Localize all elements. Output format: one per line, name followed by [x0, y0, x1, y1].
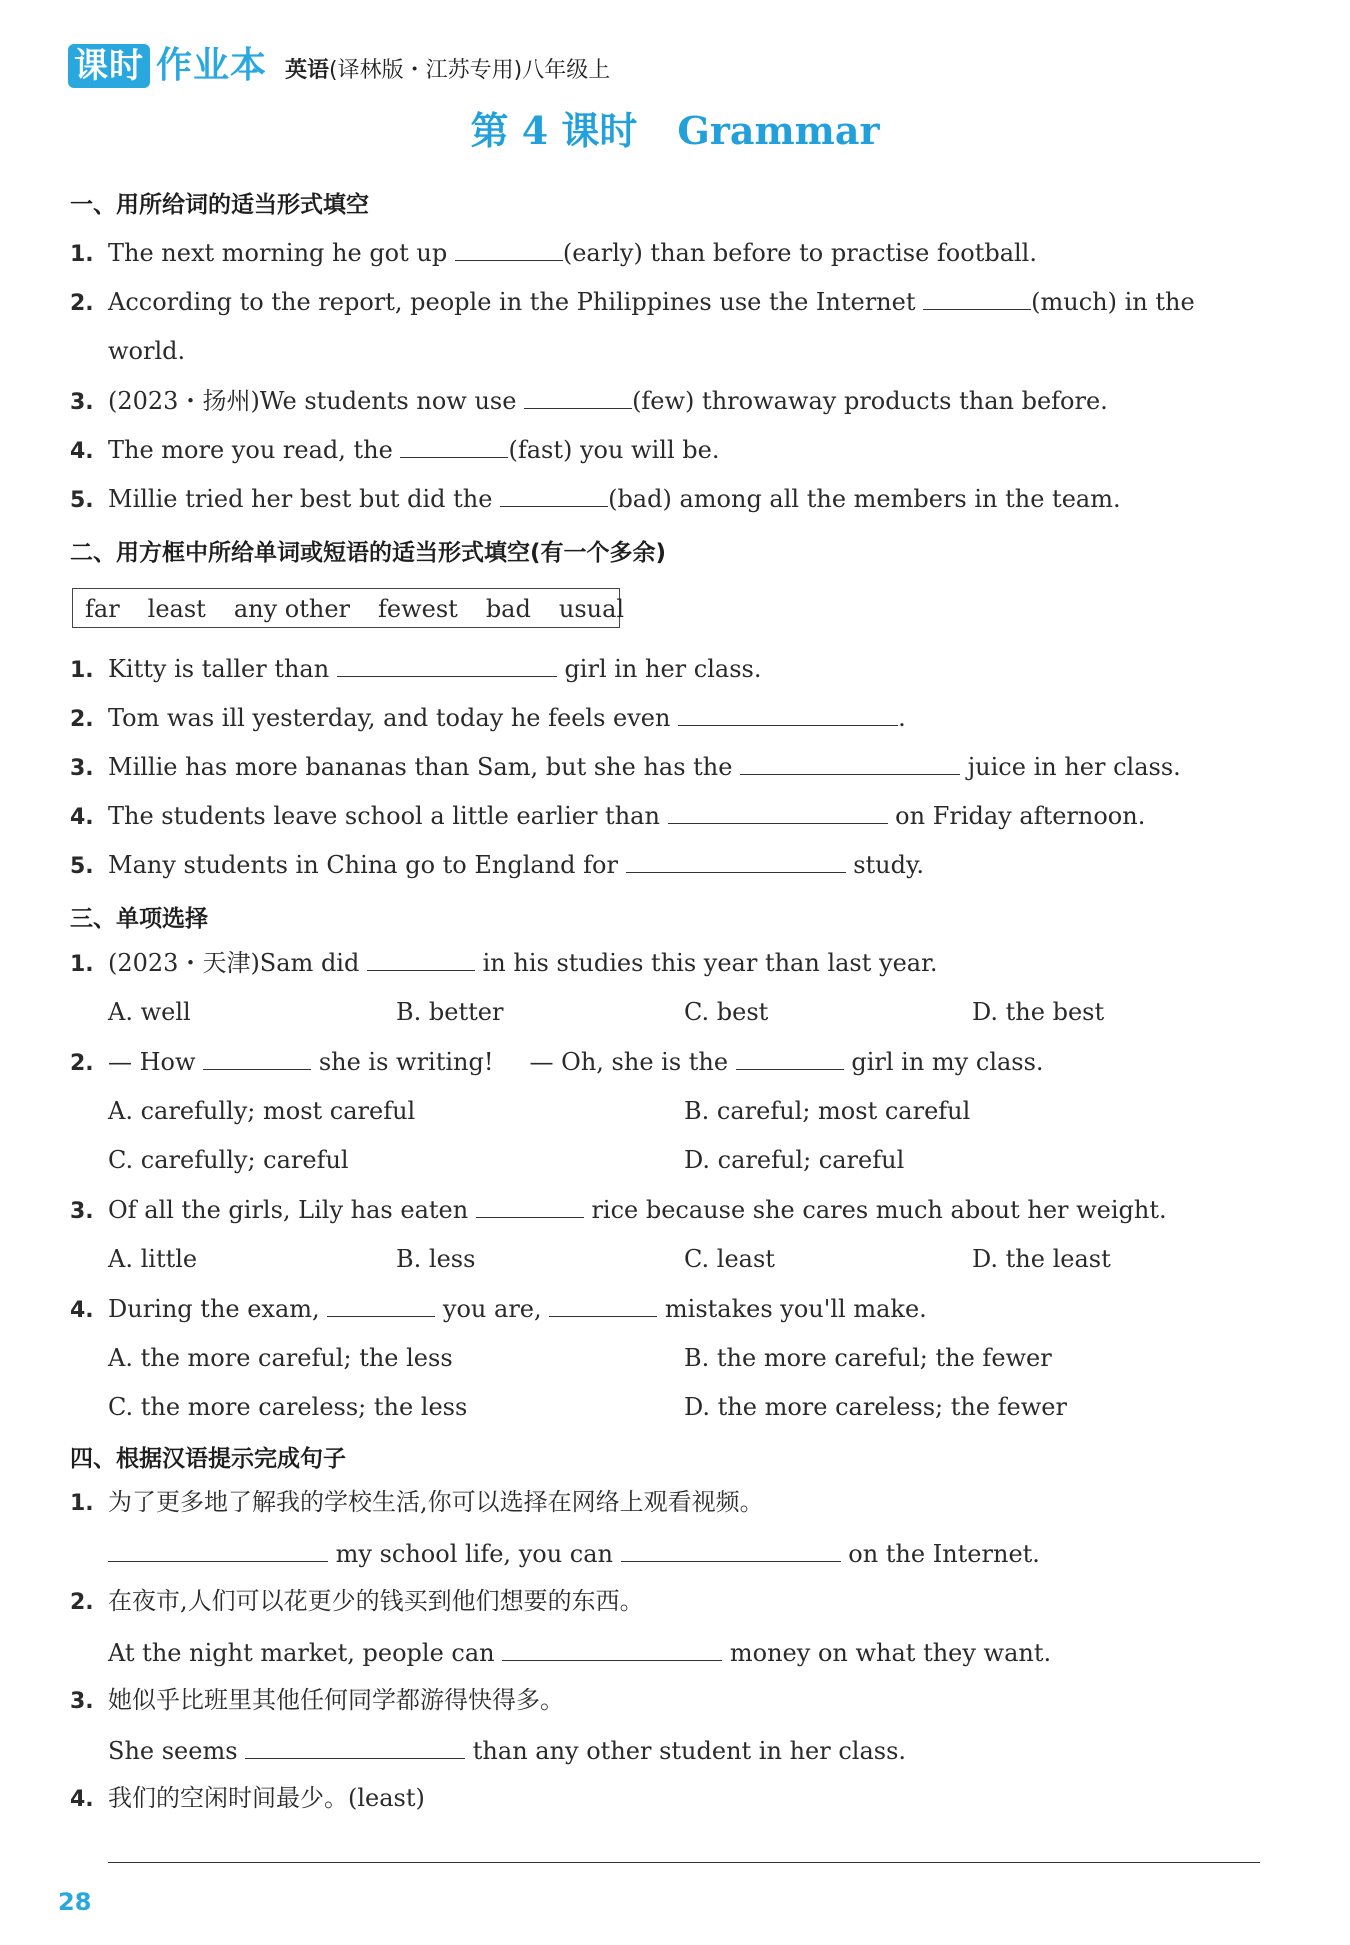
answer-blank[interactable] — [455, 236, 563, 261]
answer-blank[interactable] — [923, 285, 1031, 310]
book-subject: 英语 — [285, 58, 330, 83]
s3-q2-option-c[interactable]: C. carefully; careful — [108, 1146, 349, 1174]
s3-q4-option-c[interactable]: C. the more careless; the less — [108, 1393, 468, 1421]
s3-q3: 3. Of all the girls, Lily has eaten rice because she cares much about her weight. — [70, 1193, 1270, 1229]
section-2-heading: 二、用方框中所给单词或短语的适当形式填空(有一个多余) — [70, 540, 667, 566]
answer-blank[interactable] — [203, 1045, 311, 1070]
answer-blank[interactable] — [549, 1292, 657, 1317]
answer-blank[interactable] — [668, 799, 888, 824]
s1-q1: 1. The next morning he got up (early) than before to practise football. — [70, 236, 1270, 272]
brand-box: 课时 — [68, 44, 150, 88]
s1-q5: 5. Millie tried her best but did the (bad) among all the members in the team. — [70, 482, 1270, 518]
s4-q4-answer-line[interactable] — [108, 1862, 1260, 1863]
s3-q3-option-b[interactable]: B. less — [396, 1245, 476, 1273]
answer-blank[interactable] — [400, 433, 508, 458]
s4-q2-answer: At the night market, people can money on what they want. — [108, 1636, 1270, 1670]
answer-blank[interactable] — [108, 1537, 328, 1562]
page-title — [0, 100, 1350, 155]
section-3-heading: 三、单项选择 — [70, 906, 208, 932]
answer-blank[interactable] — [337, 652, 557, 677]
s3-q1-option-d[interactable]: D. the best — [972, 998, 1105, 1026]
lesson-topic: Grammar — [677, 108, 880, 153]
s2-q2: 2. Tom was ill yesterday, and today he feels even . — [70, 701, 1270, 737]
section-1-heading: 一、用所给词的适当形式填空 — [70, 192, 369, 218]
s3-q1-option-a[interactable]: A. well — [108, 998, 191, 1026]
s4-q1-prompt: 1. 为了更多地了解我的学校生活,你可以选择在网络上观看视频。 — [70, 1488, 764, 1516]
s3-q3-option-a[interactable]: A. little — [108, 1245, 198, 1273]
s4-q3-answer: She seems than any other student in her class. — [108, 1734, 1270, 1768]
s3-q4: 4. During the exam, you are, mistakes you'll make. — [70, 1292, 1270, 1328]
book-edition: (译林版・江苏专用)八年级上 — [329, 58, 611, 83]
answer-blank[interactable] — [621, 1537, 841, 1562]
s2-q3: 3. Millie has more bananas than Sam, but she has the juice in her class. — [70, 750, 1270, 786]
s3-q2-option-a[interactable]: A. carefully; most careful — [108, 1097, 416, 1125]
answer-blank[interactable] — [524, 384, 632, 409]
word-box: far least any other fewest bad usual — [72, 588, 620, 628]
book-info — [285, 53, 610, 84]
s4-q2-prompt: 2. 在夜市,人们可以花更少的钱买到他们想要的东西。 — [70, 1587, 644, 1615]
page-number: 28 — [58, 1888, 92, 1916]
s2-q5: 5. Many students in China go to England for study. — [70, 848, 1270, 884]
s4-q1-answer: my school life, you can on the Internet. — [108, 1537, 1270, 1571]
answer-blank[interactable] — [476, 1193, 584, 1218]
lesson-number: 第 4 课时 — [470, 108, 638, 153]
s3-q4-option-b[interactable]: B. the more careful; the fewer — [684, 1344, 1052, 1372]
s4-q4-prompt: 4. 我们的空闲时间最少。(least) — [70, 1784, 425, 1812]
s3-q4-option-a[interactable]: A. the more careful; the less — [108, 1344, 453, 1372]
brand-text: 作业本 — [156, 45, 268, 86]
section-4-heading: 四、根据汉语提示完成句子 — [70, 1446, 346, 1472]
brand-logo — [68, 37, 267, 88]
answer-blank[interactable] — [327, 1292, 435, 1317]
s3-q2: 2. — How she is writing! — Oh, she is the girl in my class. — [70, 1045, 1270, 1081]
answer-blank[interactable] — [500, 482, 608, 507]
s3-q3-option-c[interactable]: C. least — [684, 1245, 775, 1273]
answer-blank[interactable] — [626, 848, 846, 873]
s1-q3: 3. (2023・扬州)We students now use (few) throwaway products than before. — [70, 384, 1270, 420]
answer-blank[interactable] — [736, 1045, 844, 1070]
s3-q3-option-d[interactable]: D. the least — [972, 1245, 1111, 1273]
s3-q2-option-b[interactable]: B. careful; most careful — [684, 1097, 971, 1125]
answer-blank[interactable] — [502, 1636, 722, 1661]
s1-q4: 4. The more you read, the (fast) you will be. — [70, 433, 1270, 469]
answer-blank[interactable] — [367, 946, 475, 971]
s3-q4-option-d[interactable]: D. the more careless; the fewer — [684, 1393, 1067, 1421]
answer-blank[interactable] — [245, 1734, 465, 1759]
s3-q1-option-c[interactable]: C. best — [684, 998, 769, 1026]
s3-q1: 1. (2023・天津)Sam did in his studies this year than last year. — [70, 946, 1270, 982]
s3-q1-option-b[interactable]: B. better — [396, 998, 504, 1026]
s3-q2-option-d[interactable]: D. careful; careful — [684, 1146, 905, 1174]
s1-q2: 2. According to the report, people in the Philippines use the Internet (much) in the — [70, 285, 1270, 321]
answer-blank[interactable] — [740, 750, 960, 775]
answer-blank[interactable] — [678, 701, 898, 726]
s1-q2-cont: world. — [108, 337, 186, 365]
s2-q1: 1. Kitty is taller than girl in her class. — [70, 652, 1270, 688]
s2-q4: 4. The students leave school a little earlier than on Friday afternoon. — [70, 799, 1270, 835]
header — [68, 36, 610, 88]
s4-q3-prompt: 3. 她似乎比班里其他任何同学都游得快得多。 — [70, 1686, 564, 1714]
